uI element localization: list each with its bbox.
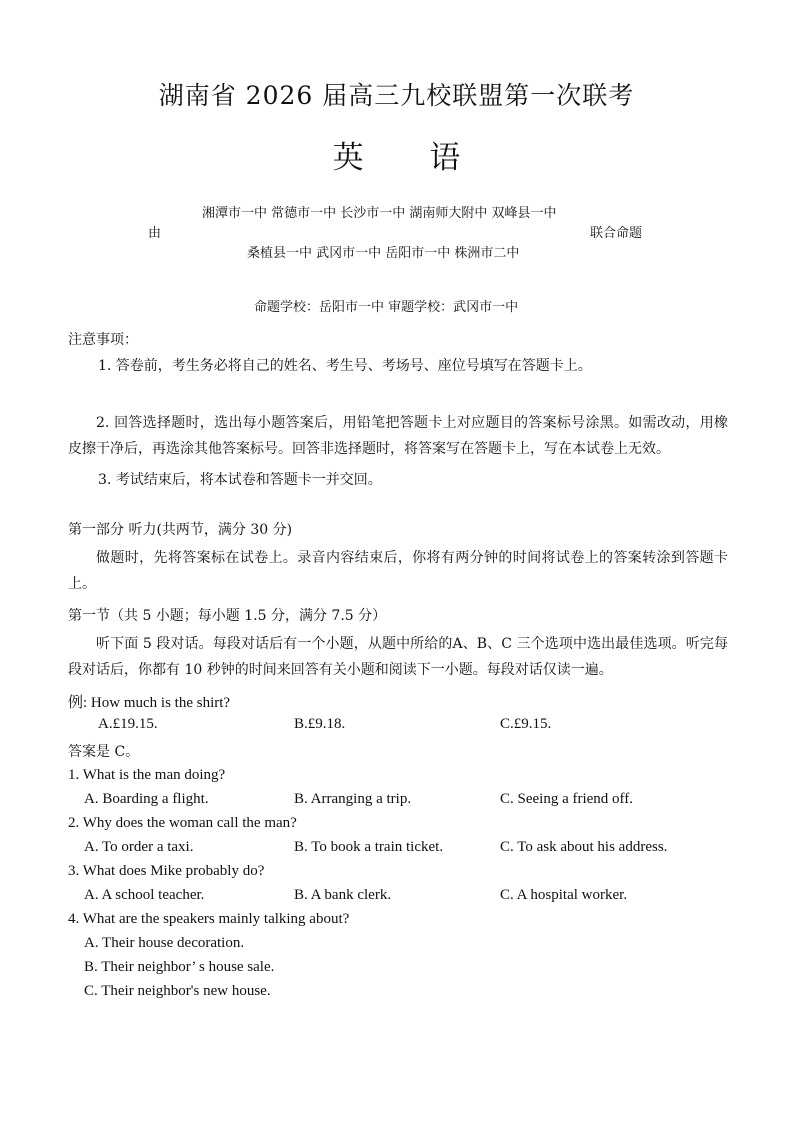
question-3-option-a: A. A school teacher. (84, 887, 205, 903)
part1-intro: 做题时，先将答案标在试卷上。录音内容结束后，你将有两分钟的时间将试卷上的答案转涂到答题卡上。 (68, 550, 728, 592)
question-1: 1. What is the man doing? (68, 767, 226, 783)
notes-item-1: 1. 答卷前，考生务必将自己的姓名、考生号、考场号、座位号填写在答题卡上。 (98, 358, 592, 374)
subject-char-1: 英 (332, 140, 364, 176)
question-4-option-a: A. Their house decoration. (84, 935, 245, 951)
schools-line-1: 湘潭市一中 常德市一中 长沙市一中 湖南师大附中 双峰县一中 (202, 206, 557, 221)
question-4-option-c: C. Their neighbor's new house. (84, 983, 271, 999)
question-3-option-b: B. A bank clerk. (294, 887, 392, 903)
part1-heading: 第一部分 听力(共两节，满分 30 分) (68, 522, 293, 538)
schools-line-2: 桑植县一中 武冈市一中 岳阳市一中 株洲市二中 (247, 246, 520, 261)
notes-item-3: 3. 考试结束后，将本试卷和答题卡一并交回。 (98, 472, 382, 488)
exam-title: 湖南省 2026 届高三九校联盟第一次联考 (158, 81, 635, 110)
subject-char-2: 语 (429, 140, 461, 176)
question-4-option-b: B. Their neighbor’ s house sale. (84, 959, 275, 975)
question-3: 3. What does Mike probably do? (68, 863, 265, 879)
section1-heading: 第一节（共 5 小题；每小题 1.5 分，满分 7.5 分） (68, 608, 387, 624)
example-option-c: C.£9.15. (500, 716, 552, 732)
question-2-option-a: A. To order a taxi. (84, 839, 194, 855)
schools-suffix: 联合命题 (590, 226, 643, 241)
question-2-option-c: C. To ask about his address. (500, 839, 668, 855)
notes-item-2: 2. 回答选择题时，选出每小题答案后，用铅笔把答题卡上对应题目的答案标号涂黑。如需改动，用橡皮擦干净后，再选涂其他答案标号。回答非选择题时，将答案写在答题卡上，写在本试卷上无效。 (68, 415, 728, 457)
example-option-a: A.£19.15. (98, 716, 158, 732)
question-1-option-b: B. Arranging a trip. (294, 791, 412, 807)
question-2: 2. Why does the woman call the man? (68, 815, 297, 831)
question-1-option-c: C. Seeing a friend off. (500, 791, 634, 807)
schools-prefix: 由 (148, 226, 162, 241)
subject-title (0, 132, 793, 177)
example-answer: 答案是 C。 (68, 744, 140, 760)
section1-intro: 听下面 5 段对话。每段对话后有一个小题，从题中所给的A、B、C 三个选项中选出最佳选项。听完每段对话后，你都有 10 秒钟的时间来回答有关小题和阅读下一小题。每段对话仅读一遍。 (68, 636, 728, 678)
question-3-option-c: C. A hospital worker. (500, 887, 628, 903)
question-4: 4. What are the speakers mainly talking about? (68, 911, 350, 927)
example-question: 例: How much is the shirt? (68, 695, 231, 711)
notes-heading: 注意事项： (68, 332, 138, 348)
example-option-b: B.£9.18. (294, 716, 346, 732)
setter-schools: 命题学校：岳阳市一中 审题学校：武冈市一中 (254, 300, 519, 315)
question-1-option-a: A. Boarding a flight. (84, 791, 209, 807)
question-2-option-b: B. To book a train ticket. (294, 839, 444, 855)
